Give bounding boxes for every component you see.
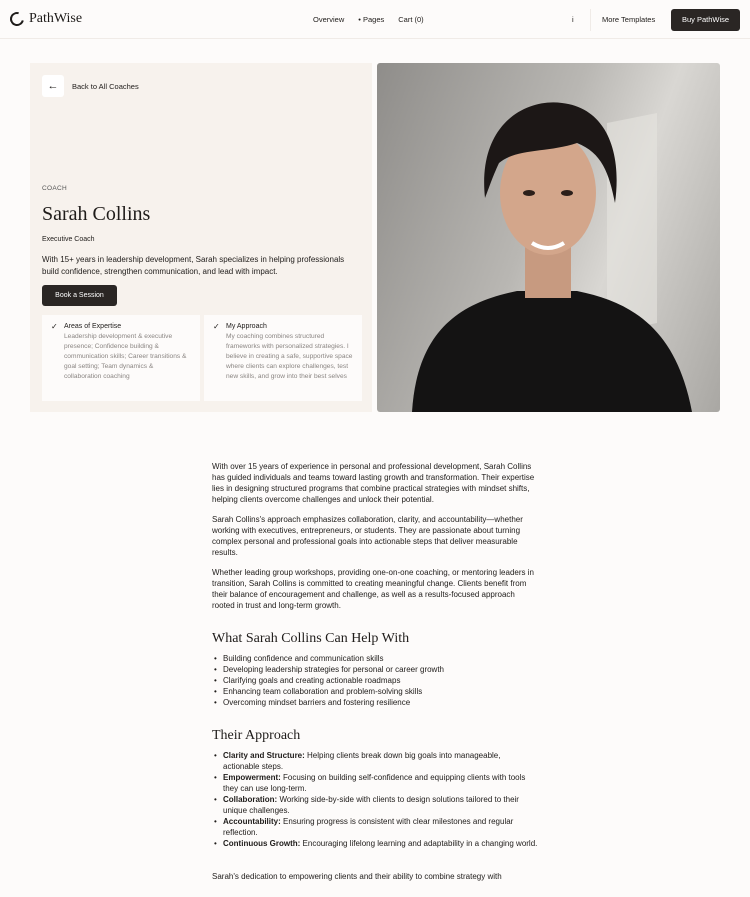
nav-overview[interactable]: Overview [313, 15, 345, 24]
help-list [212, 653, 538, 708]
paragraph: With over 15 years of experience in personal and professional development, Sarah Collins has guided individuals and teams toward lasting growth and transformation. Their expertise lies in designing structured programs that combine practical strategies with mindset shifts, helping clients overcome challenges and unlock their potential. [212, 462, 535, 504]
list-item: • Enhancing team collaboration and problem-solving skills [223, 686, 538, 697]
nav-cart[interactable]: Cart (0) [398, 15, 424, 24]
coach-role: Executive Coach [42, 236, 95, 243]
list-item: • Overcoming mindset barriers and fostering resilience [223, 697, 538, 708]
list-item: • Continuous Growth: Encouraging lifelong learning and adaptability in a changing world. [223, 838, 538, 849]
paragraph: Sarah Collins's approach emphasizes collaboration, clarity, and accountability—whether working with executives, entrepreneurs, or students. They are passionate about turning complex personal and professional goals into actionable steps that deliver measurable results. [212, 515, 523, 557]
card-text: My coaching combines structured frameworks with personalized strategies. I believe in creating a safe, supportive space where clients can explore challenges, test new skills, and grow into their best selves [226, 333, 353, 380]
list-item: • Clarifying goals and creating actionable roadmaps [223, 675, 538, 686]
info-icon[interactable]: i [572, 15, 574, 24]
back-link[interactable] [42, 75, 139, 97]
paragraph: Whether leading group workshops, providing one-on-one coaching, or mentoring leaders in transition, Sarah Collins is committed to creating meaningful change. Clients benefit from their balance of encouragement and challenge, as well as a results-focused approach rooted in trust and long-term growth. [212, 568, 534, 610]
arrow-left-icon: ← [42, 75, 64, 97]
list-item: • Developing leadership strategies for personal or career growth [223, 664, 538, 675]
approach-list [212, 750, 538, 849]
more-templates-button[interactable]: More Templates [590, 9, 666, 31]
back-label: Back to All Coaches [72, 81, 139, 91]
buy-button[interactable]: Buy PathWise [671, 9, 740, 31]
coach-hero [30, 63, 372, 412]
approach-heading: Their Approach [212, 728, 301, 743]
coach-photo [377, 63, 720, 412]
logo-icon [7, 9, 26, 28]
list-item: • Clarity and Structure: Helping clients break down big goals into manageable, actionable steps. [223, 750, 538, 772]
expertise-card [42, 315, 200, 401]
nav-pages[interactable]: • Pages [358, 15, 385, 24]
list-item: • Building confidence and communication skills [223, 653, 538, 664]
book-session-button[interactable]: Book a Session [42, 285, 117, 306]
list-item: • Collaboration: Working side-by-side with clients to design solutions tailored to their unique challenges. [223, 794, 538, 816]
kicker: COACH [42, 185, 67, 192]
coach-bio: With 15+ years in leadership development, Sarah specializes in helping professionals build confidence, strengthen communication, and lead with impact. [42, 255, 345, 276]
brand-logo[interactable] [10, 11, 82, 27]
card-title: Areas of Expertise [64, 323, 122, 330]
list-item: • Empowerment: Focusing on building self-confidence and equipping clients with tools they can use long-term. [223, 772, 538, 794]
coach-details [212, 461, 538, 891]
approach-card [204, 315, 362, 401]
check-icon: ✓ [213, 322, 220, 331]
list-item: • Accountability: Ensuring progress is consistent with clear milestones and regular reflection. [223, 816, 538, 838]
help-heading: What Sarah Collins Can Help With [212, 631, 410, 646]
paragraph: Sarah's dedication to empowering clients and their ability to combine strategy with [212, 872, 502, 881]
brand-name: PathWise [29, 11, 83, 26]
coach-name: Sarah Collins [42, 203, 151, 225]
card-text: Leadership development & executive presence; Confidence building & communication skills; Career transitions & goal setting; Team dynamics & collaboration coaching [64, 333, 187, 380]
check-icon: ✓ [51, 322, 58, 331]
card-title: My Approach [226, 323, 267, 330]
top-nav [0, 0, 750, 39]
